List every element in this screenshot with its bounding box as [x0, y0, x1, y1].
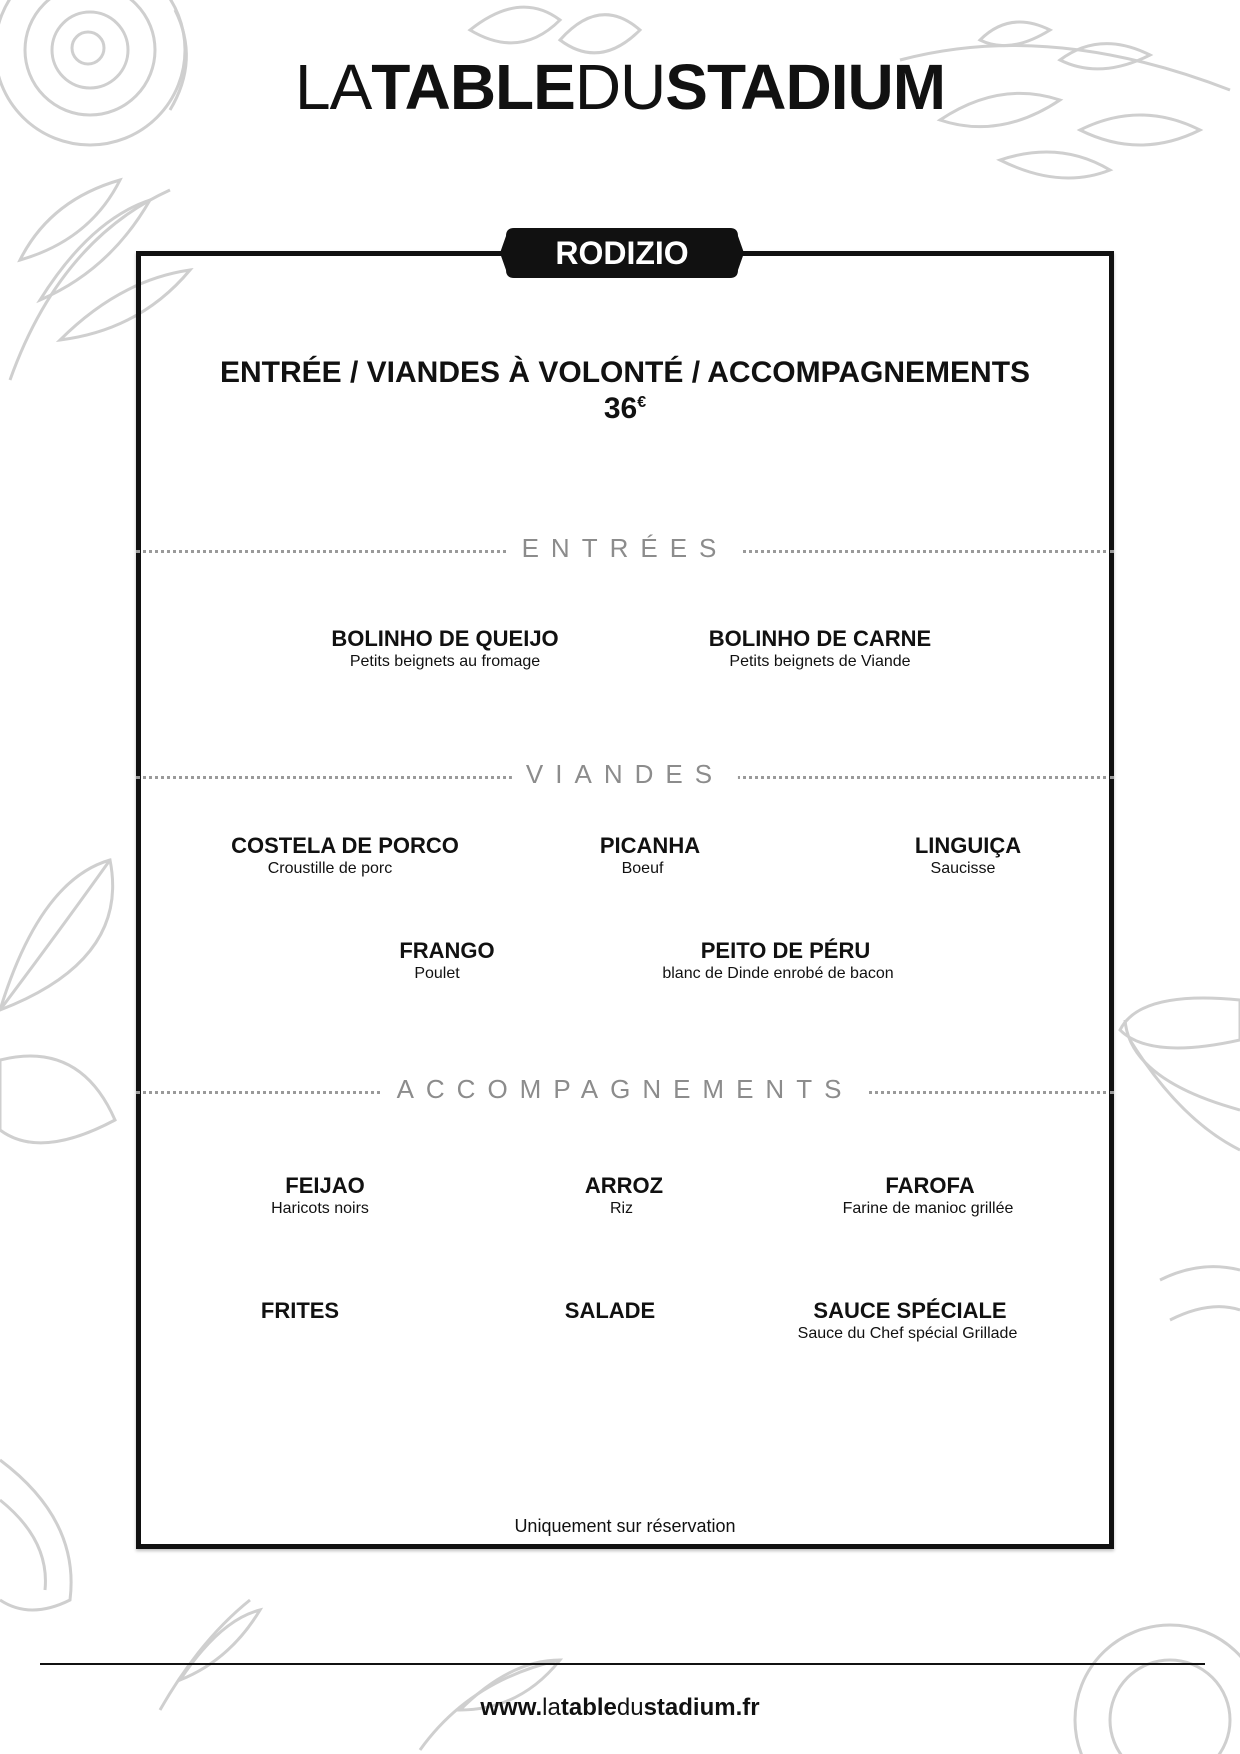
price: [136, 392, 1114, 426]
item-name: SALADE: [564, 1298, 656, 1323]
item-name: FEIJAO: [285, 1173, 365, 1198]
item-desc: Petits beignets au fromage: [349, 653, 541, 670]
item-desc: blanc de Dinde enrobé de bacon: [662, 965, 894, 982]
item-desc: Riz: [609, 1200, 634, 1217]
menu-item: [554, 1173, 694, 1219]
menu-item: [790, 1298, 1030, 1344]
item-name: LINGUIÇA: [914, 833, 1022, 858]
logo-part-du: DU: [574, 51, 666, 123]
menu-item: [898, 833, 1038, 879]
item-desc: Poulet: [414, 965, 460, 982]
rodizio-tag: [500, 226, 744, 280]
section-title-viandes: VIANDES: [512, 754, 738, 794]
menu-item: [540, 1298, 680, 1324]
section-viandes: [136, 754, 1114, 794]
item-name: PEITO DE PÉRU: [700, 938, 871, 963]
item-desc: Farine de manioc grillée: [842, 1200, 1014, 1217]
logo-part-la: LA: [294, 51, 372, 123]
brand-logo: [0, 51, 1240, 123]
reservation-note: Uniquement sur réservation: [514, 1516, 736, 1536]
url-stadium: stadium: [643, 1694, 736, 1721]
url-tld: .fr: [735, 1694, 760, 1721]
menu-item: [255, 1173, 395, 1219]
url-du: du: [616, 1694, 644, 1721]
price-currency: €: [637, 394, 647, 411]
menu-item: [377, 938, 517, 984]
section-accompagnements: [136, 1069, 1114, 1109]
item-name: SAUCE SPÉCIALE: [813, 1298, 1007, 1323]
item-name: COSTELA DE PORCO: [231, 833, 459, 858]
item-desc: Boeuf: [621, 860, 664, 877]
url-prefix: www.la: [480, 1694, 561, 1721]
item-desc: Sauce du Chef spécial Grillade: [797, 1325, 1018, 1342]
price-amount: 36: [603, 392, 638, 425]
item-name: BOLINHO DE CARNE: [708, 626, 932, 651]
tag-label: RODIZIO: [555, 235, 689, 271]
item-desc: Croustille de porc: [267, 860, 393, 877]
item-name: PICANHA: [599, 833, 701, 858]
menu-item: [580, 833, 720, 879]
item-name: BOLINHO DE QUEIJO: [331, 626, 559, 651]
url-table: table: [560, 1694, 617, 1721]
item-name: FRANGO: [399, 938, 495, 963]
item-name: FAROFA: [885, 1173, 975, 1198]
section-entrees: [136, 528, 1114, 568]
item-name: ARROZ: [584, 1173, 664, 1198]
section-title-accompagnements: ACCOMPAGNEMENTS: [383, 1069, 868, 1109]
section-title-entrees: ENTRÉES: [508, 528, 743, 568]
logo-part-table: TABLE: [371, 51, 575, 123]
item-desc: Saucisse: [930, 860, 996, 877]
menu-item: [830, 1173, 1030, 1219]
item-desc: Haricots noirs: [271, 1200, 369, 1217]
menu-item: [225, 833, 465, 879]
menu-item: [310, 626, 580, 672]
page-headline: ENTRÉE / VIANDES À VOLONTÉ / ACCOMPAGNEMENTS: [219, 356, 1031, 389]
menu-frame: [136, 251, 1114, 1549]
item-desc: Petits beignets de Viande: [729, 653, 911, 670]
menu-item: [230, 1298, 370, 1324]
footer-rule: [40, 1663, 1205, 1665]
menu-item: [690, 626, 950, 672]
website-link[interactable]: [0, 1694, 1240, 1722]
menu-item: [638, 938, 918, 984]
logo-part-stadium: STADIUM: [665, 51, 946, 123]
item-name: FRITES: [260, 1298, 340, 1323]
